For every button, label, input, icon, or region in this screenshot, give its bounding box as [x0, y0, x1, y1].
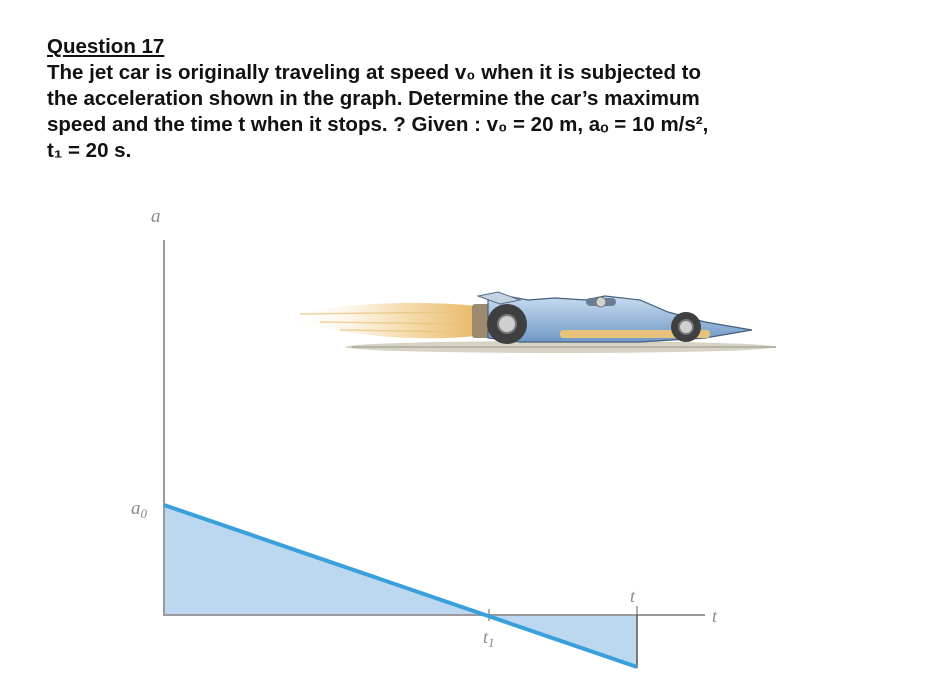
jet-car-illustration [283, 292, 776, 353]
jet-flame [283, 303, 476, 338]
t-end-label: t [630, 586, 636, 606]
question-line-4: t₁ = 20 s. [47, 139, 132, 162]
question-line-3: speed and the time t when it stops. ? Given : v₀ = 20 m, aₒ = 10 m/s², [47, 113, 709, 136]
question-title: Question 17 [47, 35, 165, 58]
question-line-2: the acceleration shown in the graph. Determine the car’s maximum [47, 87, 700, 110]
rear-wheel-hub [498, 315, 516, 333]
a0-label: $a_0$ [131, 498, 147, 521]
driver-helmet [596, 297, 606, 307]
front-wheel-hub [679, 320, 693, 334]
question-line-1: The jet car is originally traveling at speed v₀ when it is subjected to [47, 61, 702, 84]
x-axis-label: t [712, 606, 718, 626]
y-axis-label: a [151, 206, 161, 227]
t1-label: $t_1$ [483, 627, 495, 650]
